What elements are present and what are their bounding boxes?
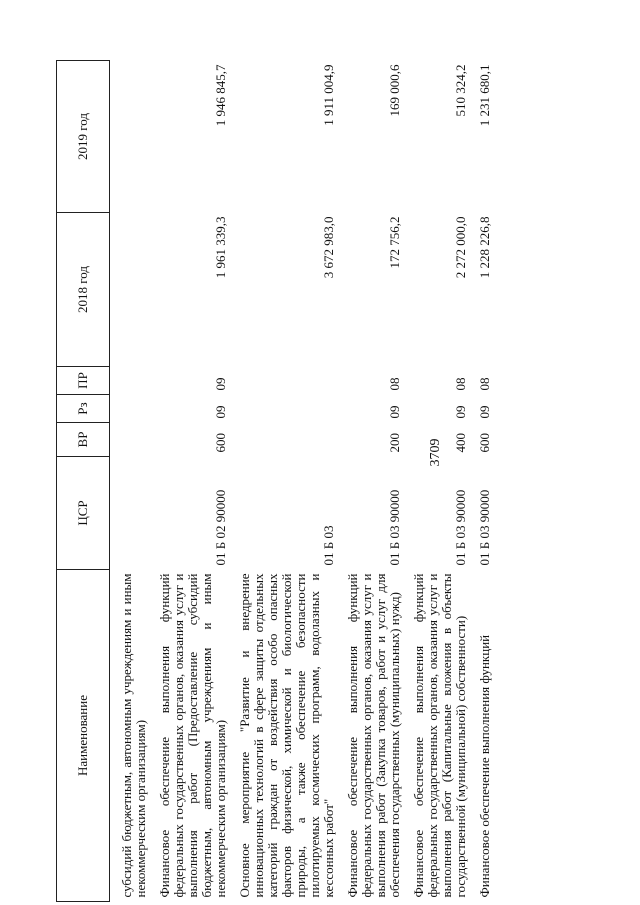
table-row	[402, 61, 468, 902]
row-csr: 01 Б 03 90000	[453, 489, 468, 566]
row-2018: 172 756,2	[387, 216, 402, 269]
row-2019: 1 946 845,7	[213, 64, 228, 127]
row-vr	[228, 423, 336, 457]
header-name: Наименование	[57, 570, 110, 902]
row-name: Финансовое обеспечение выполнения функций федеральных государственных органов, оказания услуг и выполнения работ (Капитальные вложения в объекты государственной (муниципальной) собственности)	[411, 573, 468, 898]
table-row	[336, 61, 402, 902]
row-pr: 08	[477, 377, 492, 391]
row-name: Основное мероприятие "Развитие и внедрение инновационных технологий в сфере защиты отдельных категорий граждан от воздействия особо опасных факторов физической, химической и биологической природы, а также обеспечение безопасности пилотируемых космических программ, водолазных и кессонных работ"	[237, 573, 336, 898]
row-2018	[110, 213, 149, 367]
row-pr: 08	[387, 377, 402, 391]
row-vr: 600	[477, 433, 492, 453]
row-2018: 1 228 226,8	[477, 216, 492, 279]
header-pr: ПР	[57, 367, 110, 395]
row-pr	[228, 367, 336, 395]
row-vr: 200	[387, 433, 402, 453]
row-2019	[110, 61, 149, 213]
row-2018: 3 672 983,0	[321, 216, 336, 279]
row-rz: 09	[213, 405, 228, 419]
row-rz	[228, 395, 336, 423]
table-row	[228, 61, 336, 902]
header-vr: ВР	[57, 423, 110, 457]
row-vr: 600	[213, 433, 228, 453]
row-vr	[110, 423, 149, 457]
table-header-row	[57, 61, 110, 902]
row-csr: 01 Б 03 90000	[387, 489, 402, 566]
row-2019: 169 000,6	[387, 64, 402, 117]
row-csr: 01 Б 03	[321, 525, 336, 566]
row-rz: 09	[387, 405, 402, 419]
table-row	[468, 61, 492, 902]
row-name: Финансовое обеспечение выполнения функций федеральных государственных органов, оказания услуг и выполнения работ (Закупка товаров, работ и услуг для обеспечения государственных (муниципальных) нужд)	[345, 573, 402, 898]
row-rz	[110, 395, 149, 423]
page-number: 3709	[428, 438, 443, 467]
table-row	[148, 61, 228, 902]
row-pr: 09	[213, 377, 228, 391]
row-name: Финансовое обеспечение выполнения функций федеральных государственных органов, оказания услуг и выполнения работ (Предоставление субсидий бюджетным, автономным учреждениям и иным некоммерческим организациям)	[157, 573, 228, 898]
row-name: Финансовое обеспечение выполнения функций	[477, 634, 492, 898]
header-rz: Рз	[57, 395, 110, 423]
row-name: субсидий бюджетным, автономным учреждениям и иным некоммерческим организациям)	[119, 573, 148, 898]
header-2018: 2018 год	[57, 213, 110, 367]
row-2018: 2 272 000,0	[453, 216, 468, 279]
row-pr: 08	[453, 377, 468, 391]
row-pr	[110, 367, 149, 395]
header-csr: ЦСР	[57, 457, 110, 570]
row-vr: 400	[453, 433, 468, 453]
table-row	[110, 61, 149, 902]
row-2019: 1 231 680,1	[477, 64, 492, 127]
row-rz: 09	[477, 405, 492, 419]
row-2019: 1 911 004,9	[321, 64, 336, 126]
header-2019: 2019 год	[57, 61, 110, 213]
budget-table	[56, 60, 492, 902]
row-2018: 1 961 339,3	[213, 216, 228, 279]
row-rz: 09	[453, 405, 468, 419]
row-csr: 01 Б 03 90000	[477, 489, 492, 566]
row-csr: 01 Б 02 90000	[213, 489, 228, 566]
row-csr	[110, 457, 149, 570]
row-2019: 510 324,2	[453, 64, 468, 117]
